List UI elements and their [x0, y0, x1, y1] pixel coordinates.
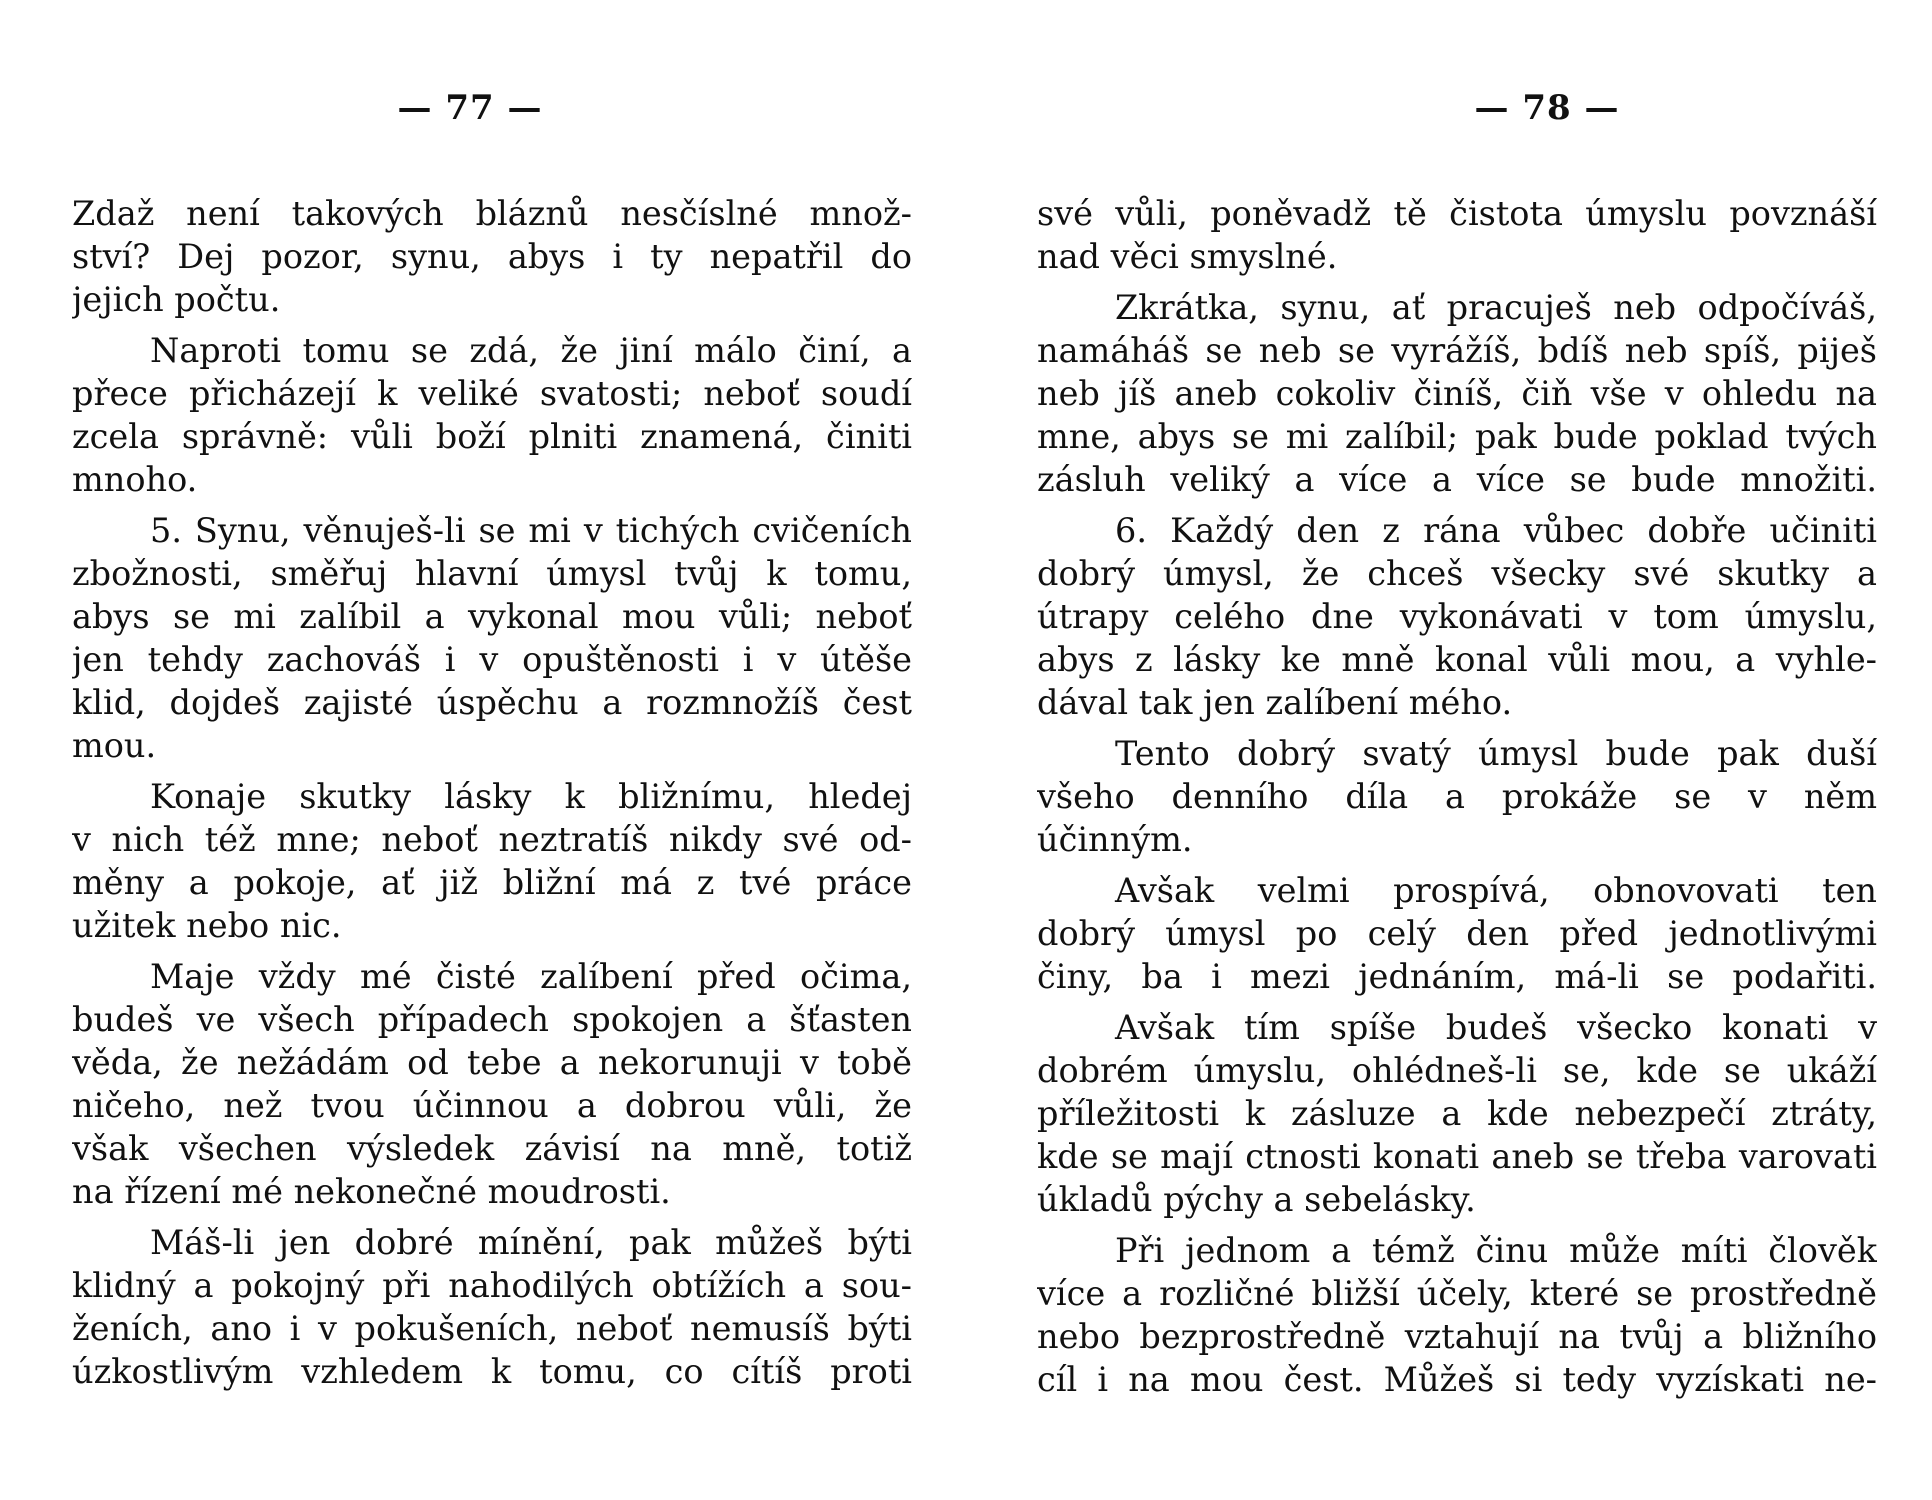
text-line: užitek nebo nic.: [72, 906, 342, 945]
text-line: ženích, ano i v pokušeních, neboť nemusíš býti: [72, 1309, 912, 1348]
text-line: nebo bezprostředně vztahují na tvůj a bližního: [1037, 1317, 1877, 1356]
text-line: úkladů pýchy a sebelásky.: [1037, 1180, 1476, 1219]
paragraph: [72, 1221, 912, 1393]
text-line: abys z lásky ke mně konal vůli mou, a vyhle-: [1037, 640, 1877, 679]
text-line: své vůli, poněvadž tě čistota úmyslu povznáší: [1037, 194, 1877, 233]
text-line: mnoho.: [72, 460, 198, 499]
text-line: budeš ve všech případech spokojen a šťasten: [72, 1000, 912, 1039]
text-line: Tento dobrý svatý úmysl bude pak duší: [1115, 734, 1877, 773]
paragraph: [72, 329, 912, 501]
right-page: [966, 0, 1932, 1500]
text-line: však všechen výsledek závisí na mně, totiž: [72, 1129, 912, 1168]
paragraph: [1037, 509, 1877, 724]
text-line: příležitosti k zásluze a kde nebezpečí ztráty,: [1037, 1094, 1877, 1133]
text-line: Avšak tím spíše budeš všecko konati v: [1115, 1008, 1877, 1047]
paragraph: [72, 775, 912, 947]
text-line: mne, abys se mi zalíbil; pak bude poklad tvých: [1037, 417, 1877, 456]
text-line: Avšak velmi prospívá, obnovovati ten: [1115, 871, 1877, 910]
text-line: klid, dojdeš zajisté úspěchu a rozmnožíš čest: [72, 683, 912, 722]
text-line: klidný a pokojný při nahodilých obtížích a sou-: [72, 1266, 912, 1305]
text-line: věda, že nežádám od tebe a nekorunuji v tobě: [72, 1043, 912, 1082]
paragraph: [1037, 192, 1877, 278]
page-number-right: — 78 —: [1474, 88, 1620, 128]
text-line: útrapy celého dne vykonávati v tom úmyslu,: [1037, 597, 1877, 636]
text-line: 6. Každý den z rána vůbec dobře učiniti: [1115, 511, 1877, 550]
paragraph: [1037, 1229, 1877, 1401]
paragraph: [72, 955, 912, 1213]
left-page-text: [72, 192, 912, 1401]
paragraph: [1037, 1006, 1877, 1221]
text-line: Maje vždy mé čisté zalíbení před očima,: [150, 957, 912, 996]
text-line: na řízení mé nekonečné moudrosti.: [72, 1172, 671, 1211]
text-line: zbožnosti, směřuj hlavní úmysl tvůj k tomu,: [72, 554, 912, 593]
text-line: Konaje skutky lásky k bližnímu, hledej: [150, 777, 912, 816]
text-line: dobrém úmyslu, ohlédneš-li se, kde se ukáží: [1037, 1051, 1877, 1090]
text-line: v nich též mne; neboť neztratíš nikdy své od-: [72, 820, 912, 859]
text-line: cíl i na mou čest. Můžeš si tedy vyzískati ne-: [1037, 1360, 1877, 1399]
text-line: přece přicházejí k veliké svatosti; neboť soudí: [72, 374, 912, 413]
page-number-left: — 77 —: [397, 88, 543, 128]
text-line: zásluh veliký a více a více se bude množiti.: [1037, 460, 1877, 499]
text-line: abys se mi zalíbil a vykonal mou vůli; neboť: [72, 597, 912, 636]
text-line: jejich počtu.: [72, 280, 281, 319]
text-line: ství? Dej pozor, synu, abys i ty nepatřil do: [72, 237, 912, 276]
text-line: jen tehdy zachováš i v opuštěnosti i v útěše: [72, 640, 912, 679]
text-line: nad věci smyslné.: [1037, 237, 1338, 276]
text-line: dobrý úmysl po celý den před jednotlivými: [1037, 914, 1877, 953]
text-line: činy, ba i mezi jednáním, má-li se podařiti.: [1037, 957, 1877, 996]
text-line: zcela správně: vůli boží plniti znamená, činiti: [72, 417, 912, 456]
text-line: mou.: [72, 726, 157, 765]
text-line: Naproti tomu se zdá, že jiní málo činí, a: [150, 331, 912, 370]
text-line: Zkrátka, synu, ať pracuješ neb odpočíváš,: [1115, 288, 1877, 327]
paragraph: [1037, 732, 1877, 861]
right-page-text: [1037, 192, 1877, 1409]
text-line: účinným.: [1037, 820, 1193, 859]
text-line: úzkostlivým vzhledem k tomu, co cítíš proti: [72, 1352, 912, 1391]
text-line: 5. Synu, věnuješ-li se mi v tichých cvičeních: [150, 511, 912, 550]
text-line: Při jednom a témž činu může míti člověk: [1115, 1231, 1877, 1270]
text-line: neb jíš aneb cokoliv činíš, čiň vše v ohledu na: [1037, 374, 1877, 413]
paragraph: [1037, 286, 1877, 501]
text-line: dobrý úmysl, že chceš všecky své skutky a: [1037, 554, 1877, 593]
paragraph: [1037, 869, 1877, 998]
paragraph: [72, 192, 912, 321]
text-line: ničeho, než tvou účinnou a dobrou vůli, že: [72, 1086, 912, 1125]
text-line: měny a pokoje, ať již bližní má z tvé práce: [72, 863, 912, 902]
text-line: namáháš se neb se vyrážíš, bdíš neb spíš, piješ: [1037, 331, 1877, 370]
paragraph: [72, 509, 912, 767]
text-line: všeho denního díla a prokáže se v něm: [1037, 777, 1877, 816]
text-line: kde se mají ctnosti konati aneb se třeba varovati: [1037, 1137, 1877, 1176]
text-line: Zdaž není takových bláznů nesčíslné množ-: [72, 194, 912, 233]
text-line: více a rozličné bližší účely, které se prostředně: [1037, 1274, 1877, 1313]
text-line: dával tak jen zalíbení mého.: [1037, 683, 1513, 722]
text-line: Máš-li jen dobré mínění, pak můžeš býti: [150, 1223, 912, 1262]
